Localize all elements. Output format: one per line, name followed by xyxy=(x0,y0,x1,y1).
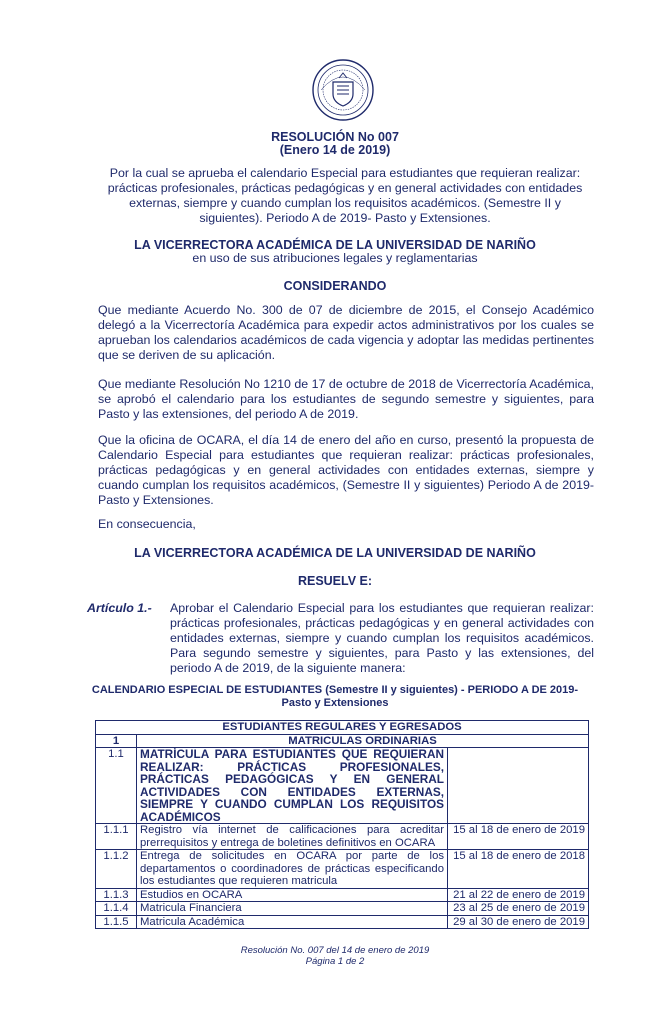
table-row xyxy=(96,902,589,916)
resolution-date: (Enero 14 de 2019) xyxy=(279,143,391,157)
article-text: Aprobar el Calendario Especial para los estudiantes que requieran realizar: prácticas profesionales, prácticas pedagógicas y en general actividades con entidades externas, siempre y cuando cumplan los requisitos académicos. Para segundo semestre y siguientes, para Pasto y las extensiones, del periodo A de 2019, de la siguiente manera: xyxy=(170,601,594,675)
footer-reference: Resolución No. 007 del 14 de enero de 2019 xyxy=(240,945,430,956)
row-activity: Matricula Académica xyxy=(137,915,448,929)
resolution-title: RESOLUCIÓN No 007 xyxy=(271,130,399,144)
subsection-number: 1.1 xyxy=(96,748,137,824)
row-date: 15 al 18 de enero de 2018 xyxy=(448,850,589,889)
authority-subtitle: en uso de sus atribuciones legales y reglamentarias xyxy=(192,251,478,265)
considerando-paragraph: Que mediante Acuerdo No. 300 de 07 de diciembre de 2015, el Consejo Académico delegó a la Vicerrectoría Académica para expedir actos administrativos por los cuales se aprueban los calendarios académicos de cada vigencia y adoptar las medidas pertinentes que se deriven de su aplicación. xyxy=(98,303,594,362)
resolve-heading: RESUELV E: xyxy=(297,574,373,588)
row-activity: Entrega de solicitudes en OCARA por parte de los departamentos o coordinadores de prácticas especificando los estudiantes que requieren matricula xyxy=(137,850,448,889)
article-label: Artículo 1.- xyxy=(87,601,152,615)
considerando-paragraph: Que la oficina de OCARA, el día 14 de enero del año en curso, presentó la propuesta de Calendario Especial para estudiantes que requieran realizar: prácticas profesionales, prácticas pedagógicas y en general actividades con entidades externas, siempre y cuando cumplan los requisitos académicos, (Semestre II y siguientes) Periodo A de 2019- Pasto y Extensiones. xyxy=(98,433,594,507)
row-number: 1.1.2 xyxy=(96,850,137,889)
calendar-title-line1: CALENDARIO ESPECIAL DE ESTUDIANTES (Semestre II y siguientes) - PERIODO A DE 2019- xyxy=(91,684,579,696)
section-label: MATRICULAS ORDINARIAS xyxy=(137,734,589,748)
consecuencia-text: En consecuencia, xyxy=(98,517,196,531)
row-activity: Estudios en OCARA xyxy=(137,888,448,902)
row-date: 23 al 25 de enero de 2019 xyxy=(448,902,589,916)
table-row xyxy=(96,734,589,748)
table-row xyxy=(96,850,589,889)
table-row xyxy=(96,915,589,929)
date-cell-empty xyxy=(448,748,589,824)
row-activity: Matricula Financiera xyxy=(137,902,448,916)
row-activity: Registro vía internet de calificaciones para acreditar prerrequisitos y entrega de boletines definitivos en OCARA xyxy=(137,824,448,850)
calendar-title-line2: Pasto y Extensiones xyxy=(281,697,389,709)
row-date: 15 al 18 de enero de 2019 xyxy=(448,824,589,850)
row-number: 1.1.1 xyxy=(96,824,137,850)
subsection-label: MATRÍCULA PARA ESTUDIANTES QUE REQUIERAN REALIZAR: PRÁCTICAS PROFESIONALES, PRÁCTICAS PEDAGÓGICAS Y EN GENERAL ACTIVIDADES CON ENTIDADES EXTERNAS, SIEMPRE Y CUANDO CUMPLAN LOS REQUISITOS ACADÉMICOS xyxy=(137,748,448,824)
table-row xyxy=(96,888,589,902)
footer-page-number: Página 1 de 2 xyxy=(305,956,365,967)
calendar-table xyxy=(95,720,589,929)
table-row xyxy=(96,721,589,735)
row-number: 1.1.4 xyxy=(96,902,137,916)
considerando-paragraph: Que mediante Resolución No 1210 de 17 de octubre de 2018 de Vicerrectoría Académica, se aprobó el calendario para los estudiantes de segundo semestre y siguientes, para Pasto y las extensiones, del periodo A de 2019. xyxy=(98,377,594,421)
considerando-heading: CONSIDERANDO xyxy=(283,279,387,293)
table-row xyxy=(96,748,589,824)
authority-title: LA VICERRECTORA ACADÉMICA DE LA UNIVERSIDAD DE NARIÑO xyxy=(134,238,536,252)
resolution-summary: Por la cual se aprueba el calendario Especial para estudiantes que requieran realizar: prácticas profesionales, prácticas pedagógicas y en general actividades con entidades externas, siempre y cuando cumplan los requisitos académicos. (Semestre II y siguientes). Periodo A de 2019- Pasto y Extensiones. xyxy=(107,166,583,225)
table-row xyxy=(96,824,589,850)
row-date: 21 al 22 de enero de 2019 xyxy=(448,888,589,902)
row-number: 1.1.5 xyxy=(96,915,137,929)
section-number: 1 xyxy=(96,734,137,748)
row-number: 1.1.3 xyxy=(96,888,137,902)
row-date: 29 al 30 de enero de 2019 xyxy=(448,915,589,929)
group-header: ESTUDIANTES REGULARES Y EGRESADOS xyxy=(96,721,589,735)
university-seal-icon xyxy=(311,58,375,122)
resolve-authority: LA VICERRECTORA ACADÉMICA DE LA UNIVERSIDAD DE NARIÑO xyxy=(134,546,536,560)
